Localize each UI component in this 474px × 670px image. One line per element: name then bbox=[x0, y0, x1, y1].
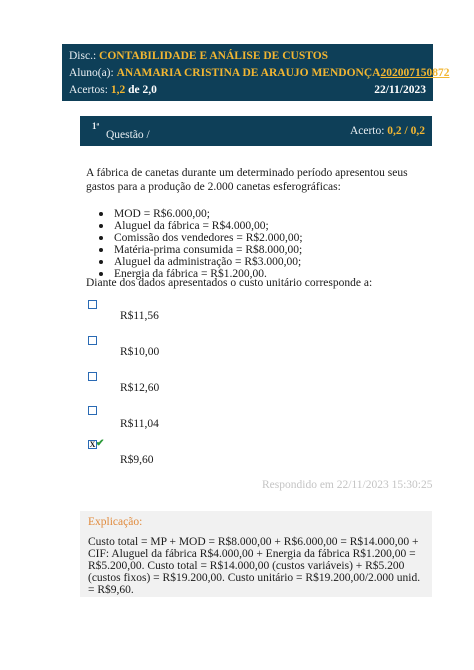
question-body bbox=[86, 166, 426, 280]
student-name: ANAMARIA CRISTINA DE ARAUJO MENDONÇA bbox=[116, 67, 381, 79]
option-b-checkbox[interactable] bbox=[88, 336, 97, 345]
option-e-selected[interactable] bbox=[88, 440, 106, 450]
exam-date: 22/11/2023 bbox=[374, 84, 426, 96]
discipline-row bbox=[69, 48, 426, 65]
question-prompt: Diante dos dados apresentados o custo unitário corresponde a: bbox=[86, 277, 373, 289]
cost-item: Energia da fábrica = R$1.200,00. bbox=[114, 268, 426, 280]
question-score-value: 0,2 / 0,2 bbox=[387, 125, 425, 137]
option-d-label: R$11,04 bbox=[120, 418, 159, 430]
question-number: 1ª bbox=[92, 121, 100, 131]
question-intro: A fábrica de canetas durante um determinado período apresentou seus gastos para a produção de 2.000 canetas esferográficas: bbox=[86, 167, 408, 193]
option-d-checkbox[interactable] bbox=[88, 406, 97, 415]
cost-list bbox=[86, 208, 426, 280]
student-id: 202007150872 bbox=[380, 67, 450, 79]
answered-timestamp: Respondido em 22/11/2023 15:30:25 bbox=[262, 479, 433, 491]
question-header bbox=[80, 116, 432, 146]
score-value: 1,2 bbox=[110, 84, 126, 96]
discipline-name: CONTABILIDADE E ANÁLISE DE CUSTOS bbox=[99, 50, 329, 62]
option-a-label: R$11,56 bbox=[120, 310, 159, 322]
option-c-label: R$12,60 bbox=[120, 382, 160, 394]
option-b-label: R$10,00 bbox=[120, 346, 160, 358]
question-score-prefix: Acerto: bbox=[349, 125, 385, 137]
student-prefix: Aluno(a): bbox=[69, 67, 114, 79]
option-c-checkbox[interactable] bbox=[88, 372, 97, 381]
cost-item: MOD = R$6.000,00; bbox=[114, 208, 426, 220]
explanation-box bbox=[80, 511, 432, 597]
selected-x-mark: X bbox=[89, 440, 96, 449]
score-total: 2,0 bbox=[142, 84, 157, 96]
cost-item: Comissão dos vendedores = R$2.000,00; bbox=[114, 232, 426, 244]
question-label: Questão / bbox=[106, 129, 150, 141]
score-prefix: Acertos: bbox=[69, 84, 108, 96]
explanation-title: Explicação: bbox=[88, 516, 143, 528]
cost-item: Matéria-prima consumida = R$8.000,00; bbox=[114, 244, 426, 256]
option-a-checkbox[interactable] bbox=[88, 300, 97, 309]
score-row bbox=[69, 82, 426, 99]
cost-item: Aluguel da administração = R$3.000,00; bbox=[114, 256, 426, 268]
cost-item: Aluguel da fábrica = R$4.000,00; bbox=[114, 220, 426, 232]
explanation-text: Custo total = MP + MOD = R$8.000,00 + R$6.000,00 = R$14.000,00 + CIF: Aluguel da fábrica R$4.000,00 + Energia da fábrica R$1.200,00 = R$5.200,00. Custo total = R$14.000,00 (custos variáveis) + R$5.200 (custos fixos) = R$19.200,00. Custo unitário = R$19.200,00/2.000 unid. = R$9,60. bbox=[88, 536, 421, 596]
question-score bbox=[350, 125, 425, 137]
exam-header bbox=[62, 44, 450, 101]
student-row bbox=[69, 65, 450, 82]
score-of: de bbox=[128, 84, 140, 96]
correct-check-icon: ✔ bbox=[96, 438, 105, 449]
discipline-prefix: Disc.: bbox=[69, 50, 97, 62]
option-e-label: R$9,60 bbox=[120, 454, 154, 466]
